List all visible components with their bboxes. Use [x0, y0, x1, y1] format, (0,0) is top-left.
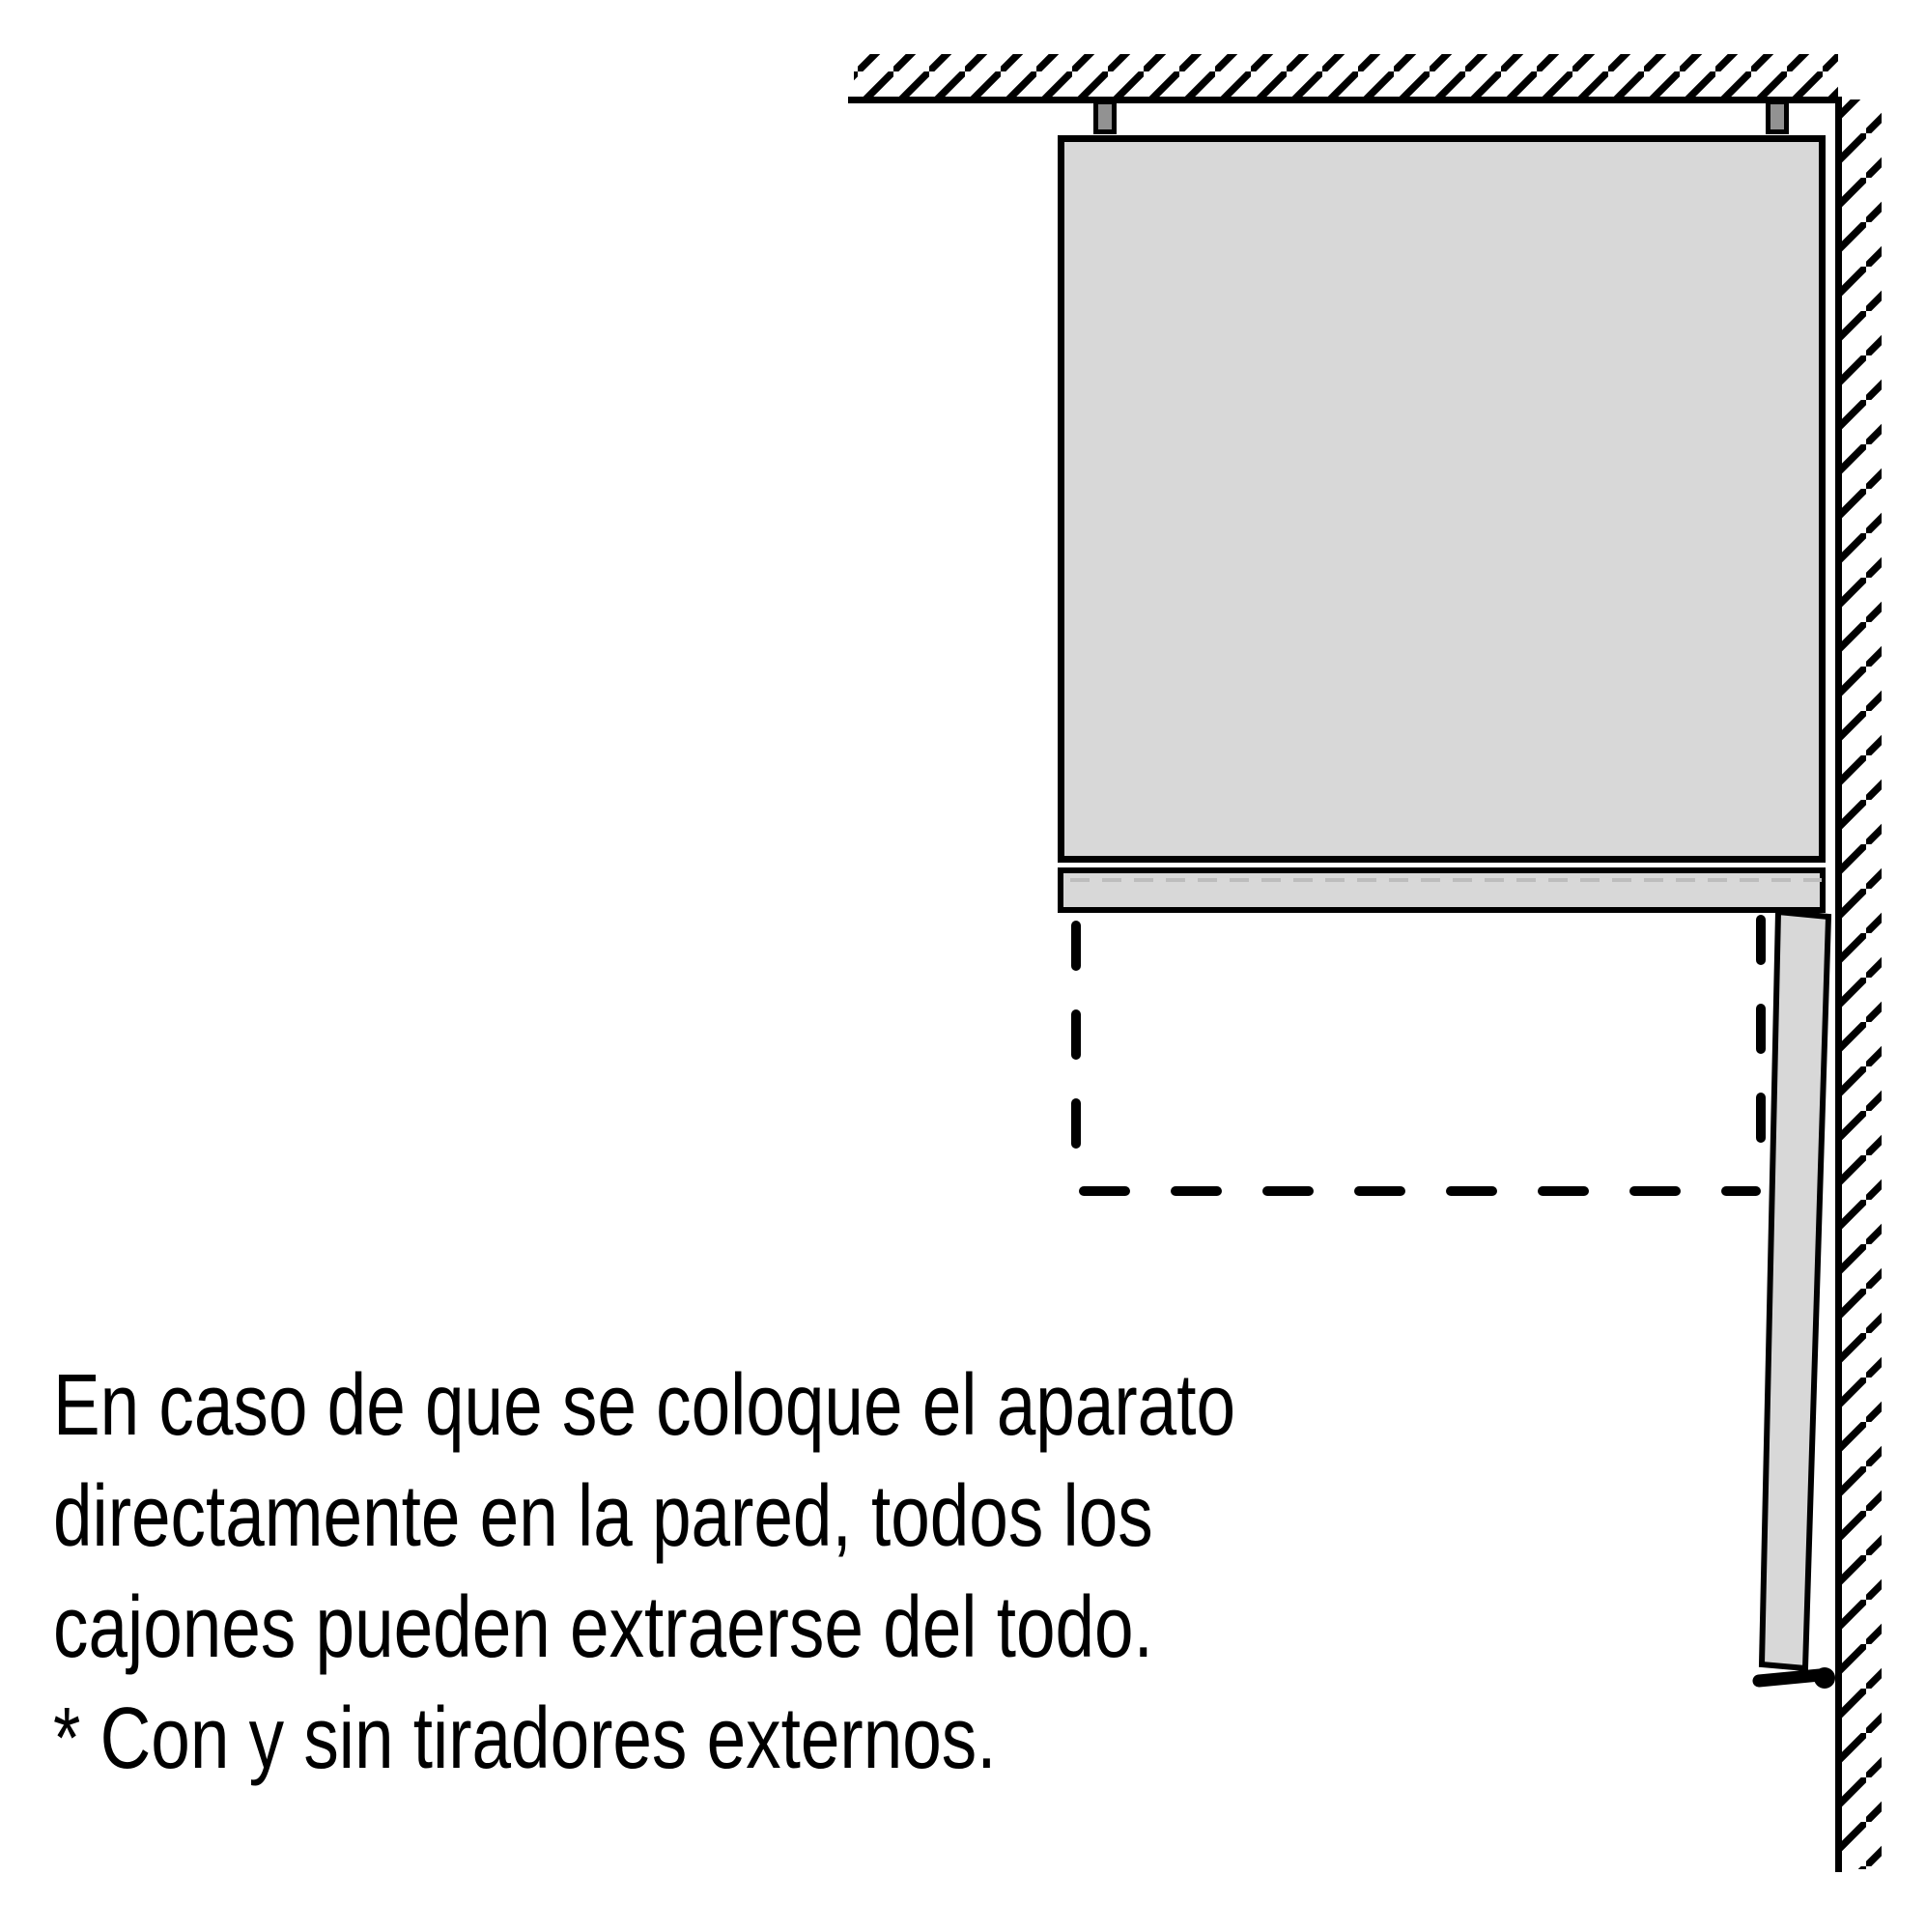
door-front-edge: [1759, 1675, 1820, 1681]
open-door: [1762, 912, 1828, 1668]
right-wall-hatching: [1842, 99, 1882, 1869]
top-wall-hatching: [854, 54, 1838, 99]
caption: [53, 1350, 1235, 1795]
caption-line-3: cajones pueden extraerse del todo.: [53, 1579, 1153, 1676]
wall-spacer-right: [1769, 102, 1787, 132]
caption-line-4: * Con y sin tiradores externos.: [53, 1690, 997, 1787]
appliance-front-strip: [1061, 870, 1823, 910]
caption-line-2: directamente en la pared, todos los: [53, 1468, 1153, 1565]
wall-spacer-left: [1096, 102, 1115, 132]
caption-line-1: En caso de que se coloque el aparato: [53, 1357, 1235, 1454]
appliance-body: [1062, 139, 1823, 860]
door-handle-dot: [1814, 1667, 1835, 1689]
